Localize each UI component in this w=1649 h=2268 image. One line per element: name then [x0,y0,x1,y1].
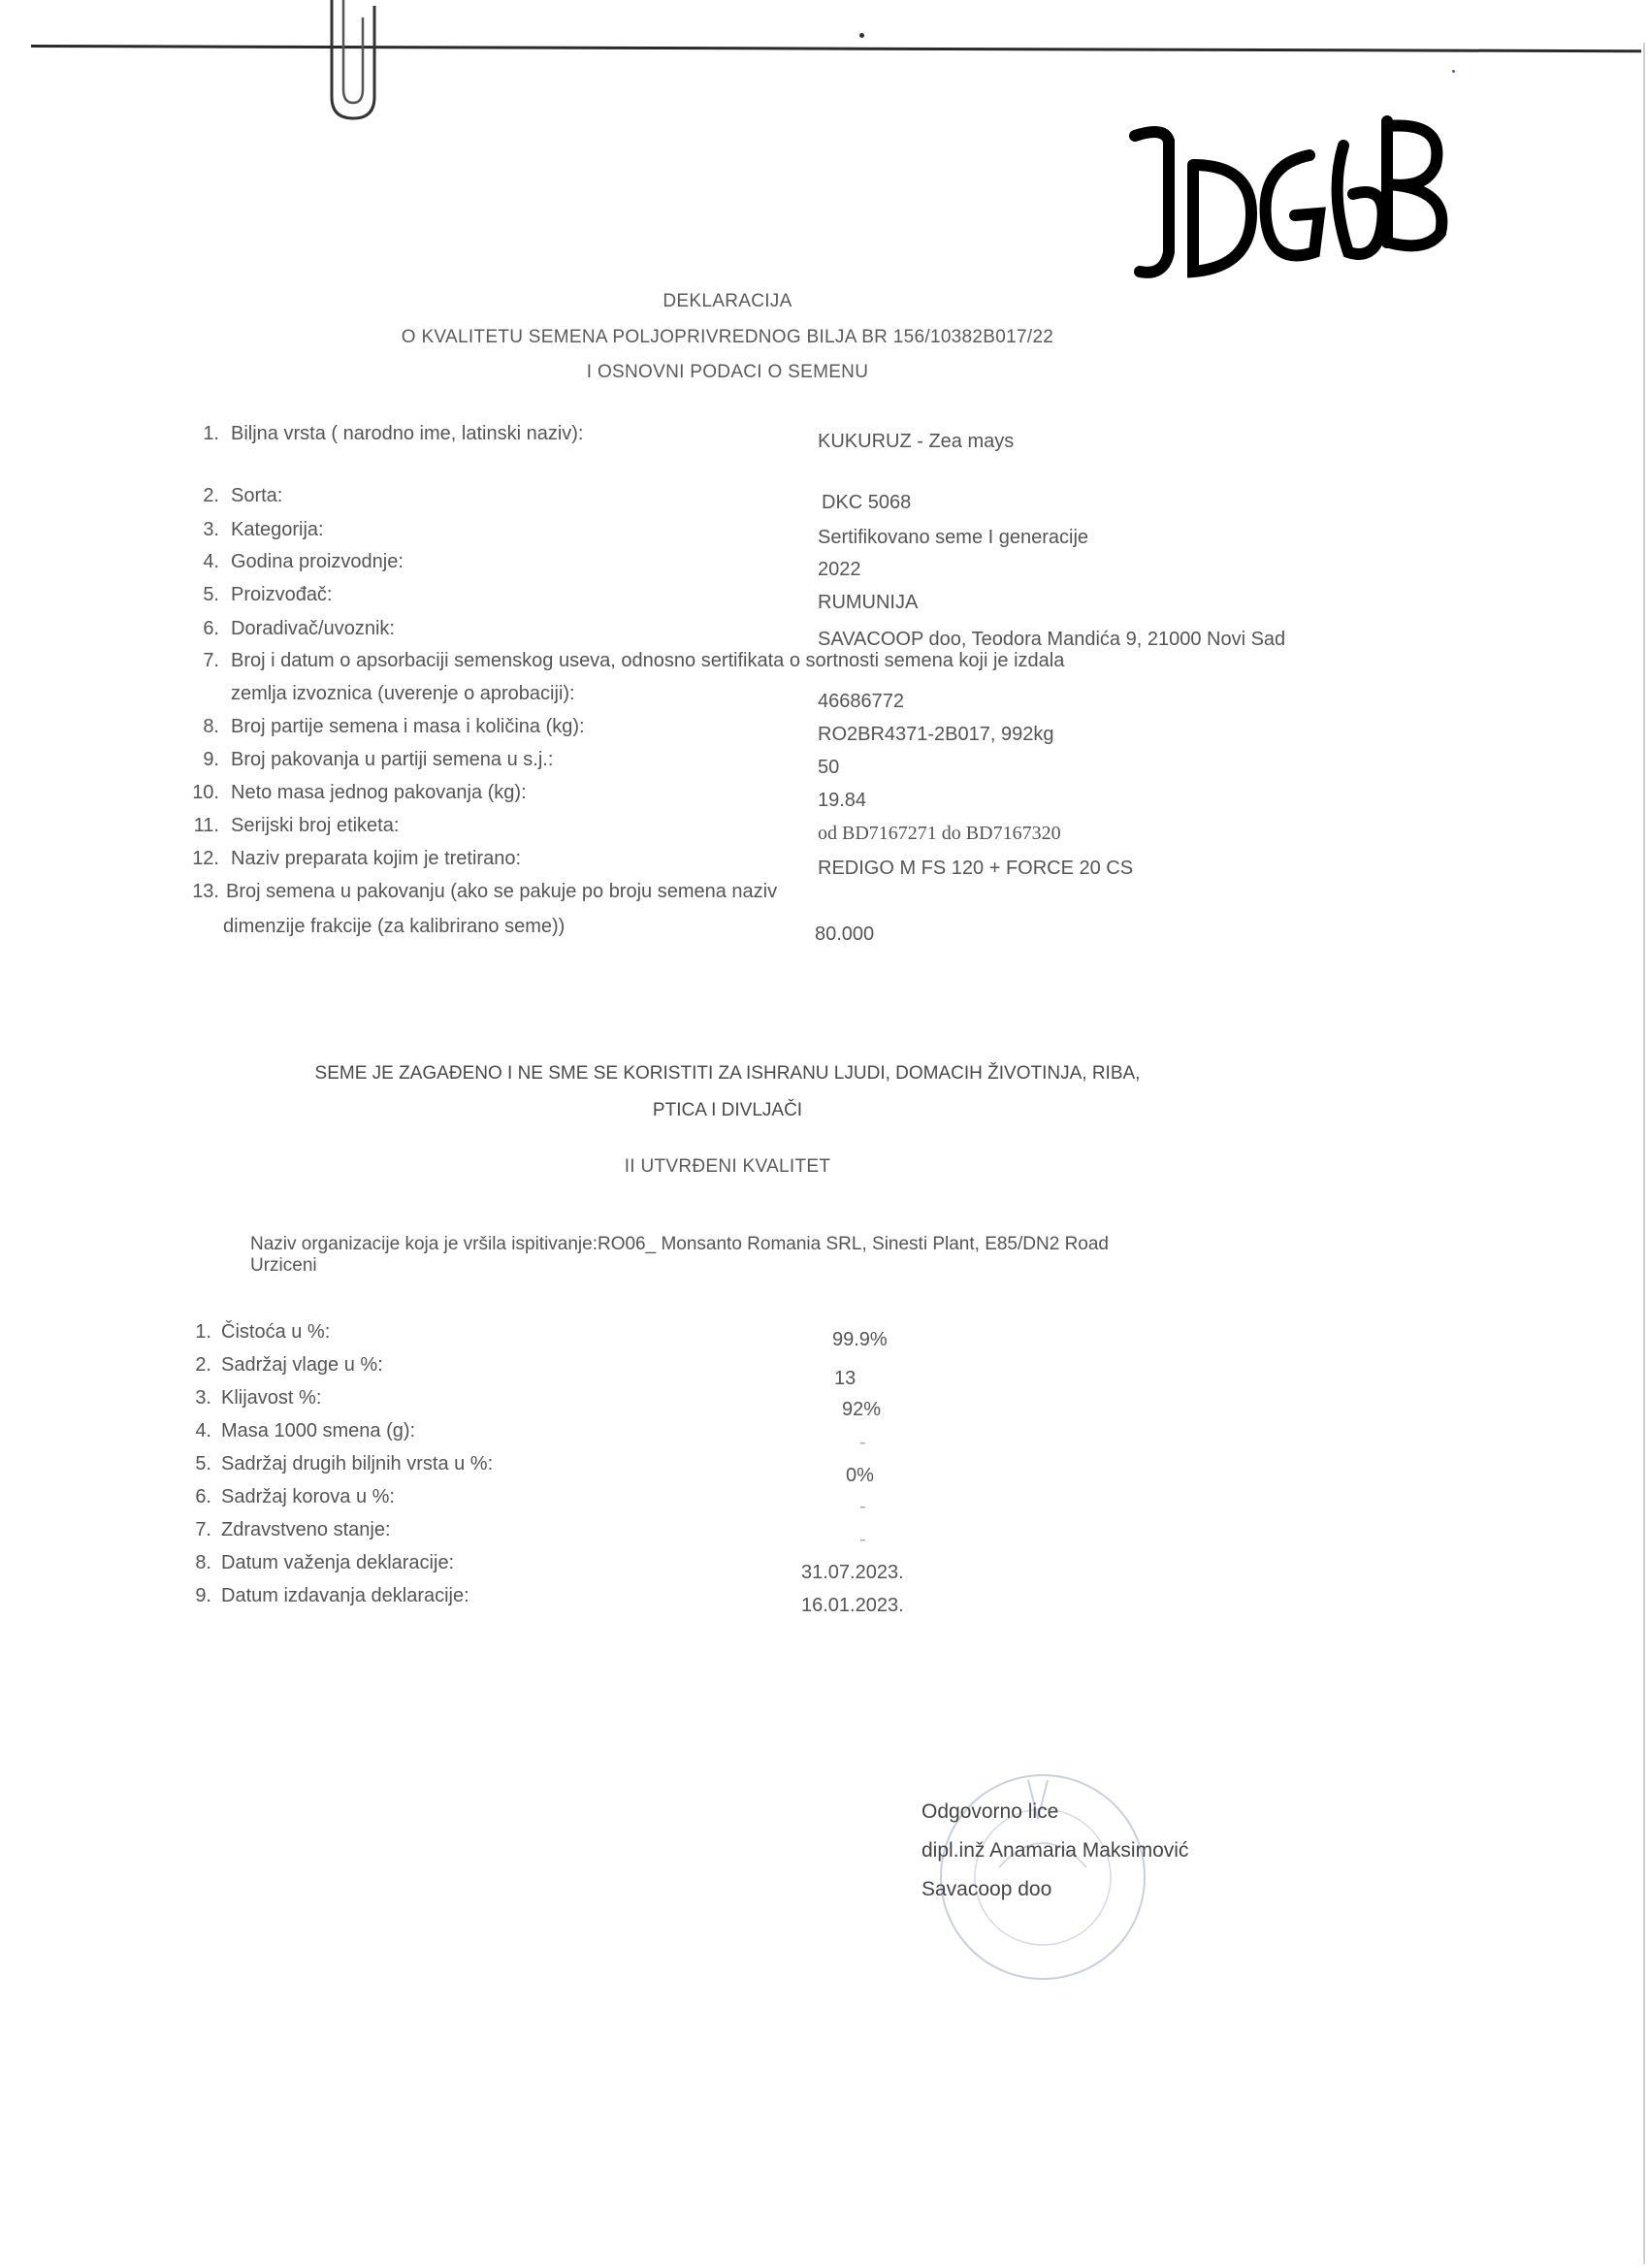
list-item-value: REDIGO M FS 120 + FORCE 20 CS [818,858,1134,879]
list-item-value: RUMUNIJA [818,592,919,613]
signature-company: Savacoop doo [922,1878,1052,1900]
list-item-value: - [859,1432,866,1453]
testing-organization: Naziv organizacije koja je vršila ispitivanje:RO06_ Monsanto Romania SRL, Sinesti Plant, E85/DN2 Road Urziceni [250,1234,1109,1276]
list-item-label-continued: dimenzije frakcije (za kalibrirano seme)) [223,916,566,937]
list-item-value: 19.84 [818,790,867,811]
list-item-value: 99.9% [832,1329,888,1350]
handwritten-note [1125,107,1455,291]
list-item-value: DKC 5068 [822,492,912,513]
page-right-edge [1643,43,1645,2264]
list-item-value: 80.000 [815,923,875,945]
paper-clip-icon [320,0,388,126]
list-item-value: RO2BR4371-2B017, 992kg [818,724,1054,745]
signature-name: dipl.inž Anamaria Maksimović [922,1839,1189,1862]
page-top-edge [31,45,1641,52]
list-item-value: 31.07.2023. [801,1562,904,1583]
list-item-value: 46686772 [818,691,904,712]
scan-speck [859,33,864,38]
document-subtitle: O KVALITETU SEMENA POLJOPRIVREDNOG BILJA BR 156/10382B017/22 [401,327,1054,347]
signature-block [922,1793,1188,1909]
list-item-value: 92% [842,1399,882,1420]
list-item-value: KUKURUZ - Zea mays [818,431,1015,452]
list-item-value: od BD7167271 do BD7167320 [818,823,1061,844]
contamination-warning: SEME JE ZAGAĐENO I NE SME SE KORISTITI ZA ISHRANU LJUDI, DOMACIH ŽIVOTINJA, RIBA, PTICA I DIVLJAČI [314,1063,1141,1120]
section-quality-title: II UTVRĐENI KVALITET [624,1156,831,1177]
list-item-value: SAVACOOP doo, Teodora Mandića 9, 21000 Novi Sad [818,629,1286,650]
document-title: DEKLARACIJA [663,291,792,311]
list-item-value: - [859,1529,866,1550]
scan-speck [1452,70,1455,73]
list-item-value: - [859,1496,866,1517]
section-basic-data-title: I OSNOVNI PODACI O SEMENU [586,362,869,382]
list-item-value: 50 [818,757,840,778]
signature-role: Odgovorno lice [922,1800,1059,1823]
list-item-value: 13 [834,1368,857,1389]
list-item-value: Sertifikovano seme I generacije [818,527,1089,548]
list-item-value: 2022 [818,559,861,580]
list-item-value: 0% [846,1465,874,1486]
list-item-value: 16.01.2023. [801,1595,904,1616]
list-item-label-continued: zemlja izvoznica (uverenje o aprobaciji): [231,683,575,704]
